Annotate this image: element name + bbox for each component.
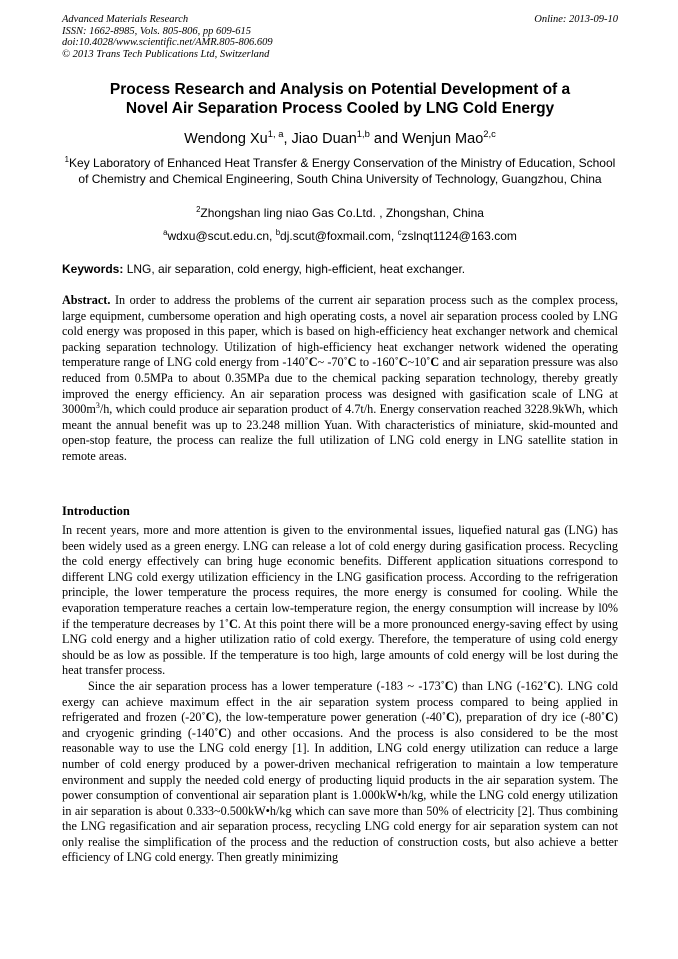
unit-celsius: C bbox=[445, 710, 455, 725]
affiliation-1-sup: 1 bbox=[64, 155, 70, 164]
paragraph-text: ). LNG cold exergy can achieve maximum effect in the air separation system process compared to being applied in refrigerated and frozen (-20˚ bbox=[62, 678, 618, 725]
abstract-text: ~10˚ bbox=[407, 355, 431, 370]
unit-celsius: C bbox=[347, 355, 357, 370]
email-a[interactable]: wdxu@scut.edu.cn, bbox=[167, 229, 276, 243]
paragraph-text: In recent years, more and more attention is given to the environmental issues, liquefied natural gas (LNG) has been widely used as a green energy. LNG can release a lot of cold energy during gasification process. Recycling the cold energy effectively can bring huge economic benefits. Different application situations correspond to different LNG cold exergy utilization efficiency in the LNG gasification process. According to the refrigeration principle, the lower temperature the process requires, the more energy is consumed for cooling. While the evaporation temperature reaches a certain low-temperature region, the energy consumption will increase by l0% if the temperature decreases by 1˚ bbox=[62, 523, 618, 631]
paper-title bbox=[62, 80, 618, 118]
unit-celsius: C bbox=[398, 355, 408, 370]
intro-paragraph-2 bbox=[62, 679, 618, 866]
keywords-label: Keywords: bbox=[62, 262, 124, 276]
author-sep-2: and bbox=[369, 131, 403, 147]
keywords-text: LNG, air separation, cold energy, high-efficient, heat exchanger. bbox=[123, 262, 466, 276]
email-b-sup: b bbox=[275, 228, 281, 237]
online-date: Online: 2013-09-10 bbox=[534, 14, 618, 25]
email-c-sup: c bbox=[397, 228, 402, 237]
abstract-text: to -160˚ bbox=[356, 355, 399, 370]
affiliation-1-text: Key Laboratory of Enhanced Heat Transfer & Energy Conservation of the Ministry of Education, School of Chemistry and Chemical Engineering, South China University of Technology, Guangzhou, China bbox=[69, 156, 616, 186]
unit-celsius: C bbox=[547, 678, 557, 693]
abstract-label: Abstract. bbox=[62, 293, 111, 307]
abstract-text: ~ -70˚ bbox=[317, 355, 348, 370]
abstract bbox=[62, 293, 618, 465]
author-list bbox=[62, 130, 618, 148]
affiliation-2 bbox=[62, 206, 618, 222]
issn-line: ISSN: 1662-8985, Vols. 805-806, pp 609-615 bbox=[62, 25, 251, 37]
unit-celsius: C bbox=[308, 355, 318, 370]
unit-celsius: C bbox=[205, 710, 215, 725]
unit-celsius: C bbox=[218, 725, 228, 740]
superscript-cubed: 3 bbox=[95, 401, 100, 411]
author-xu-sup: 1, a bbox=[267, 128, 284, 140]
paragraph-text: Since the air separation process has a lower temperature (-183 ~ -173˚ bbox=[88, 678, 445, 693]
paragraph-text: ) and other occasions. And the process is also considered to be the most reasonable way to use the LNG cold energy [1]. In addition, LNG cold energy utilization can reduce a large number of cold energy produced by a power-driven mechanical refrigeration to maintain a low temperature environment and supply the needed cold energy of producting liquid products in the air separation system. The power consumption of conventional air separation plant is 1.000kW•h/kg, while the LNG cold energy utilization in air separation is about 0.333~0.500kW•h/kg which can save more than 50% of electricity [2]. Thus combining the LNG regasification and air separation process, recycling LNG cold energy for air separation system can not only realise the simplification of the process and the reduction of construction costs, but also achieve a better efficiency of LNG cold energy. Then greatly minimizing bbox=[62, 725, 618, 865]
section-heading-introduction: Introduction bbox=[62, 504, 130, 518]
keywords bbox=[62, 262, 618, 278]
introduction-body bbox=[62, 523, 618, 866]
affiliation-2-sup: 2 bbox=[196, 205, 201, 214]
unit-celsius: C bbox=[605, 710, 614, 725]
doi-line: doi:10.4028/www.scientific.net/AMR.805-806.609 bbox=[62, 37, 273, 49]
abstract-text: and air separation pressure was also reduced from 0.5MPa to about 0.35MPa due to the chemical packing separation technology, thereby greatly improved the energy efficiency. An air separation process was designed with gasification scale of LNG at 3000m bbox=[62, 355, 618, 417]
email-b[interactable]: dj.scut@foxmail.com, bbox=[280, 229, 398, 243]
paragraph-text: . At this point there will be a more pronounced energy-saving effect by using LNG cold energy and a higher utilization ratio of cold exergy. Therefore, the temperature of using cold energy should be as low as possible. If the temperature is too high, large amounts of cold energy will be lost during the heat transfer process. bbox=[62, 616, 618, 678]
paragraph-text: ) than LNG (-162˚ bbox=[453, 678, 548, 693]
journal-header bbox=[62, 14, 618, 60]
unit-celsius: C bbox=[444, 678, 454, 693]
title-line-2: Novel Air Separation Process Cooled by LNG Cold Energy bbox=[125, 100, 555, 117]
author-duan-sup: 1,b bbox=[356, 128, 370, 140]
paragraph-text: ) and cryogenic grinding (-140˚ bbox=[62, 710, 618, 740]
author-mao-sup: 2,c bbox=[483, 128, 496, 140]
intro-paragraph-1 bbox=[62, 523, 618, 679]
author-mao: Wenjun Mao bbox=[402, 131, 484, 147]
title-line-1: Process Research and Analysis on Potential Development of a bbox=[109, 81, 571, 98]
email-list bbox=[62, 229, 618, 245]
author-duan: Jiao Duan bbox=[291, 131, 357, 147]
copyright-line: © 2013 Trans Tech Publications Ltd, Switzerland bbox=[62, 48, 270, 60]
journal-name: Advanced Materials Research bbox=[62, 14, 189, 25]
email-a-sup: a bbox=[163, 228, 168, 237]
abstract-text: In order to address the problems of the current air separation process such as the complex process, large equipment, cumbersome operation and high operating costs, a novel air separation process cooled by LNG cold energy was proposed in this paper, which is based on high-efficiency heat exchanger network and chemical packing separation technology. Utilization of high-efficiency heat exchanger network widened the operating temperature range of LNG cold energy from -140˚ bbox=[62, 293, 618, 370]
affiliation-1 bbox=[62, 156, 618, 187]
paragraph-text: ), preparation of dry ice (-80˚ bbox=[454, 710, 606, 725]
paragraph-text: ), the low-temperature power generation (-40˚ bbox=[214, 710, 446, 725]
unit-celsius: C bbox=[430, 355, 440, 370]
abstract-text: /h, which could produce air separation product of 4.7t/h. Energy conservation reached 3228.9kWh, which meant the annual benefit was up to 23.248 million Yuan. With characteristics of miniature, skid-mounted and open-stop feature, the process can realize the full utilization of LNG cold energy in LNG satellite station in remote areas. bbox=[62, 402, 618, 463]
author-xu: Wendong Xu bbox=[184, 131, 268, 147]
author-sep-1: , bbox=[283, 131, 292, 147]
email-c[interactable]: zslnqt1124@163.com bbox=[401, 229, 517, 243]
unit-celsius: C bbox=[228, 616, 238, 631]
affiliation-2-text: Zhongshan ling niao Gas Co.Ltd. , Zhongshan, China bbox=[200, 206, 484, 220]
